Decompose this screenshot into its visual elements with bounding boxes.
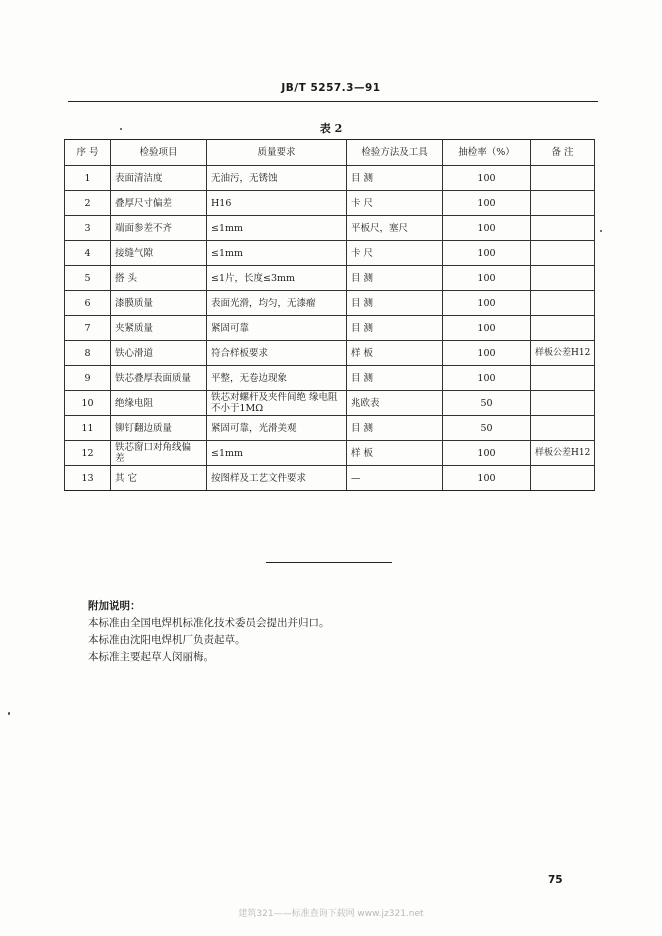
row-number: 2 (65, 191, 111, 216)
row-rate: 100 (443, 291, 531, 316)
scan-speck (8, 712, 10, 715)
row-method: 卡 尺 (347, 191, 443, 216)
row-note (531, 266, 595, 291)
table-row (65, 291, 595, 316)
row-number: 9 (65, 366, 111, 391)
row-requirement: 按图样及工艺文件要求 (207, 466, 347, 491)
row-number: 8 (65, 341, 111, 366)
col-header-no: 序 号 (65, 140, 111, 166)
row-rate: 100 (443, 191, 531, 216)
row-method: 目 测 (347, 166, 443, 191)
row-rate: 100 (443, 441, 531, 466)
row-note (531, 316, 595, 341)
row-number: 1 (65, 166, 111, 191)
table-row (65, 366, 595, 391)
row-requirement: ≤1mm (207, 241, 347, 266)
table-caption: 表 2 (319, 122, 343, 135)
row-requirement: ≤1mm (207, 441, 347, 466)
row-rate: 100 (443, 341, 531, 366)
page-number: 75 (548, 874, 563, 886)
row-note: 样板公差H12 (531, 441, 595, 466)
row-requirement: 无油污，无锈蚀 (207, 166, 347, 191)
table-row (65, 341, 595, 366)
row-method: — (347, 466, 443, 491)
row-note (531, 391, 595, 416)
row-item: 铁心滑道 (111, 341, 207, 366)
table-row (65, 191, 595, 216)
table-row (65, 391, 595, 416)
table-header-row (65, 140, 595, 166)
table-row (65, 216, 595, 241)
standard-code-header: JB/T 5257.3—91 (281, 82, 381, 94)
row-note (531, 191, 595, 216)
row-requirement: 表面光滑，均匀，无漆瘤 (207, 291, 347, 316)
header-rule (68, 101, 598, 102)
row-number: 13 (65, 466, 111, 491)
appendix-line: 本标准主要起草人闵丽梅。 (88, 651, 214, 663)
row-requirement: 紧固可靠 (207, 316, 347, 341)
row-note (531, 216, 595, 241)
row-item: 漆膜质量 (111, 291, 207, 316)
row-method: 目 测 (347, 291, 443, 316)
row-method: 目 测 (347, 316, 443, 341)
row-requirement: 平整，无卷边现象 (207, 366, 347, 391)
row-method: 目 测 (347, 266, 443, 291)
row-requirement: H16 (207, 191, 347, 216)
row-item: 绝缘电阻 (111, 391, 207, 416)
row-note (531, 466, 595, 491)
row-item: 铁芯叠厚表面质量 (111, 366, 207, 391)
row-number: 4 (65, 241, 111, 266)
row-item: 铁芯窗口对角线偏 差 (111, 441, 207, 466)
row-rate: 100 (443, 466, 531, 491)
col-header-method: 检验方法及工具 (347, 140, 443, 166)
col-header-requirement: 质量要求 (207, 140, 347, 166)
watermark: 建筑321——标准查询下载网 www.jz321.net (238, 909, 424, 919)
row-item: 铆钉翻边质量 (111, 416, 207, 441)
row-number: 11 (65, 416, 111, 441)
row-requirement: 紧固可靠，光滑美观 (207, 416, 347, 441)
row-item: 叠厚尺寸偏差 (111, 191, 207, 216)
row-item: 夹紧质量 (111, 316, 207, 341)
appendix-line: 本标准由全国电焊机标准化技术委员会提出并归口。 (88, 617, 330, 629)
row-requirement: 符合样板要求 (207, 341, 347, 366)
col-header-item: 检验项目 (111, 140, 207, 166)
table-row (65, 416, 595, 441)
col-header-note: 备 注 (531, 140, 595, 166)
row-requirement: 铁芯对螺杆及夹件间绝 缘电阻不小于1MΩ (207, 391, 347, 416)
appendix-title: 附加说明： (88, 600, 141, 612)
end-rule (266, 562, 392, 563)
row-note (531, 241, 595, 266)
table-row (65, 166, 595, 191)
row-note (531, 366, 595, 391)
scan-speck (600, 230, 602, 232)
row-rate: 100 (443, 166, 531, 191)
appendix-line: 本标准由沈阳电焊机厂负责起草。 (88, 634, 246, 646)
row-item: 搭 头 (111, 266, 207, 291)
inspection-table (64, 139, 595, 491)
row-requirement: ≤1mm (207, 216, 347, 241)
row-rate: 50 (443, 416, 531, 441)
row-rate: 100 (443, 266, 531, 291)
row-method: 目 测 (347, 366, 443, 391)
row-note (531, 416, 595, 441)
table-row (65, 241, 595, 266)
row-number: 5 (65, 266, 111, 291)
row-number: 7 (65, 316, 111, 341)
row-number: 3 (65, 216, 111, 241)
table-row (65, 266, 595, 291)
row-method: 目 测 (347, 416, 443, 441)
row-number: 6 (65, 291, 111, 316)
row-note (531, 166, 595, 191)
row-number: 10 (65, 391, 111, 416)
appendix (88, 598, 330, 666)
row-rate: 50 (443, 391, 531, 416)
row-item: 表面清洁度 (111, 166, 207, 191)
row-item: 其 它 (111, 466, 207, 491)
table-row (65, 466, 595, 491)
row-number: 12 (65, 441, 111, 466)
row-rate: 100 (443, 216, 531, 241)
scan-speck (120, 128, 122, 130)
row-rate: 100 (443, 241, 531, 266)
row-method: 样 板 (347, 341, 443, 366)
row-item: 接缝气隙 (111, 241, 207, 266)
row-note: 样板公差H12 (531, 341, 595, 366)
row-item: 端面参差不齐 (111, 216, 207, 241)
table-row (65, 316, 595, 341)
row-method: 平板尺，塞尺 (347, 216, 443, 241)
col-header-rate: 抽检率（%） (443, 140, 531, 166)
row-method: 兆欧表 (347, 391, 443, 416)
row-note (531, 291, 595, 316)
row-method: 卡 尺 (347, 241, 443, 266)
row-rate: 100 (443, 316, 531, 341)
table-row (65, 441, 595, 466)
row-method: 样 板 (347, 441, 443, 466)
row-rate: 100 (443, 366, 531, 391)
row-requirement: ≤1片，长度≤3mm (207, 266, 347, 291)
